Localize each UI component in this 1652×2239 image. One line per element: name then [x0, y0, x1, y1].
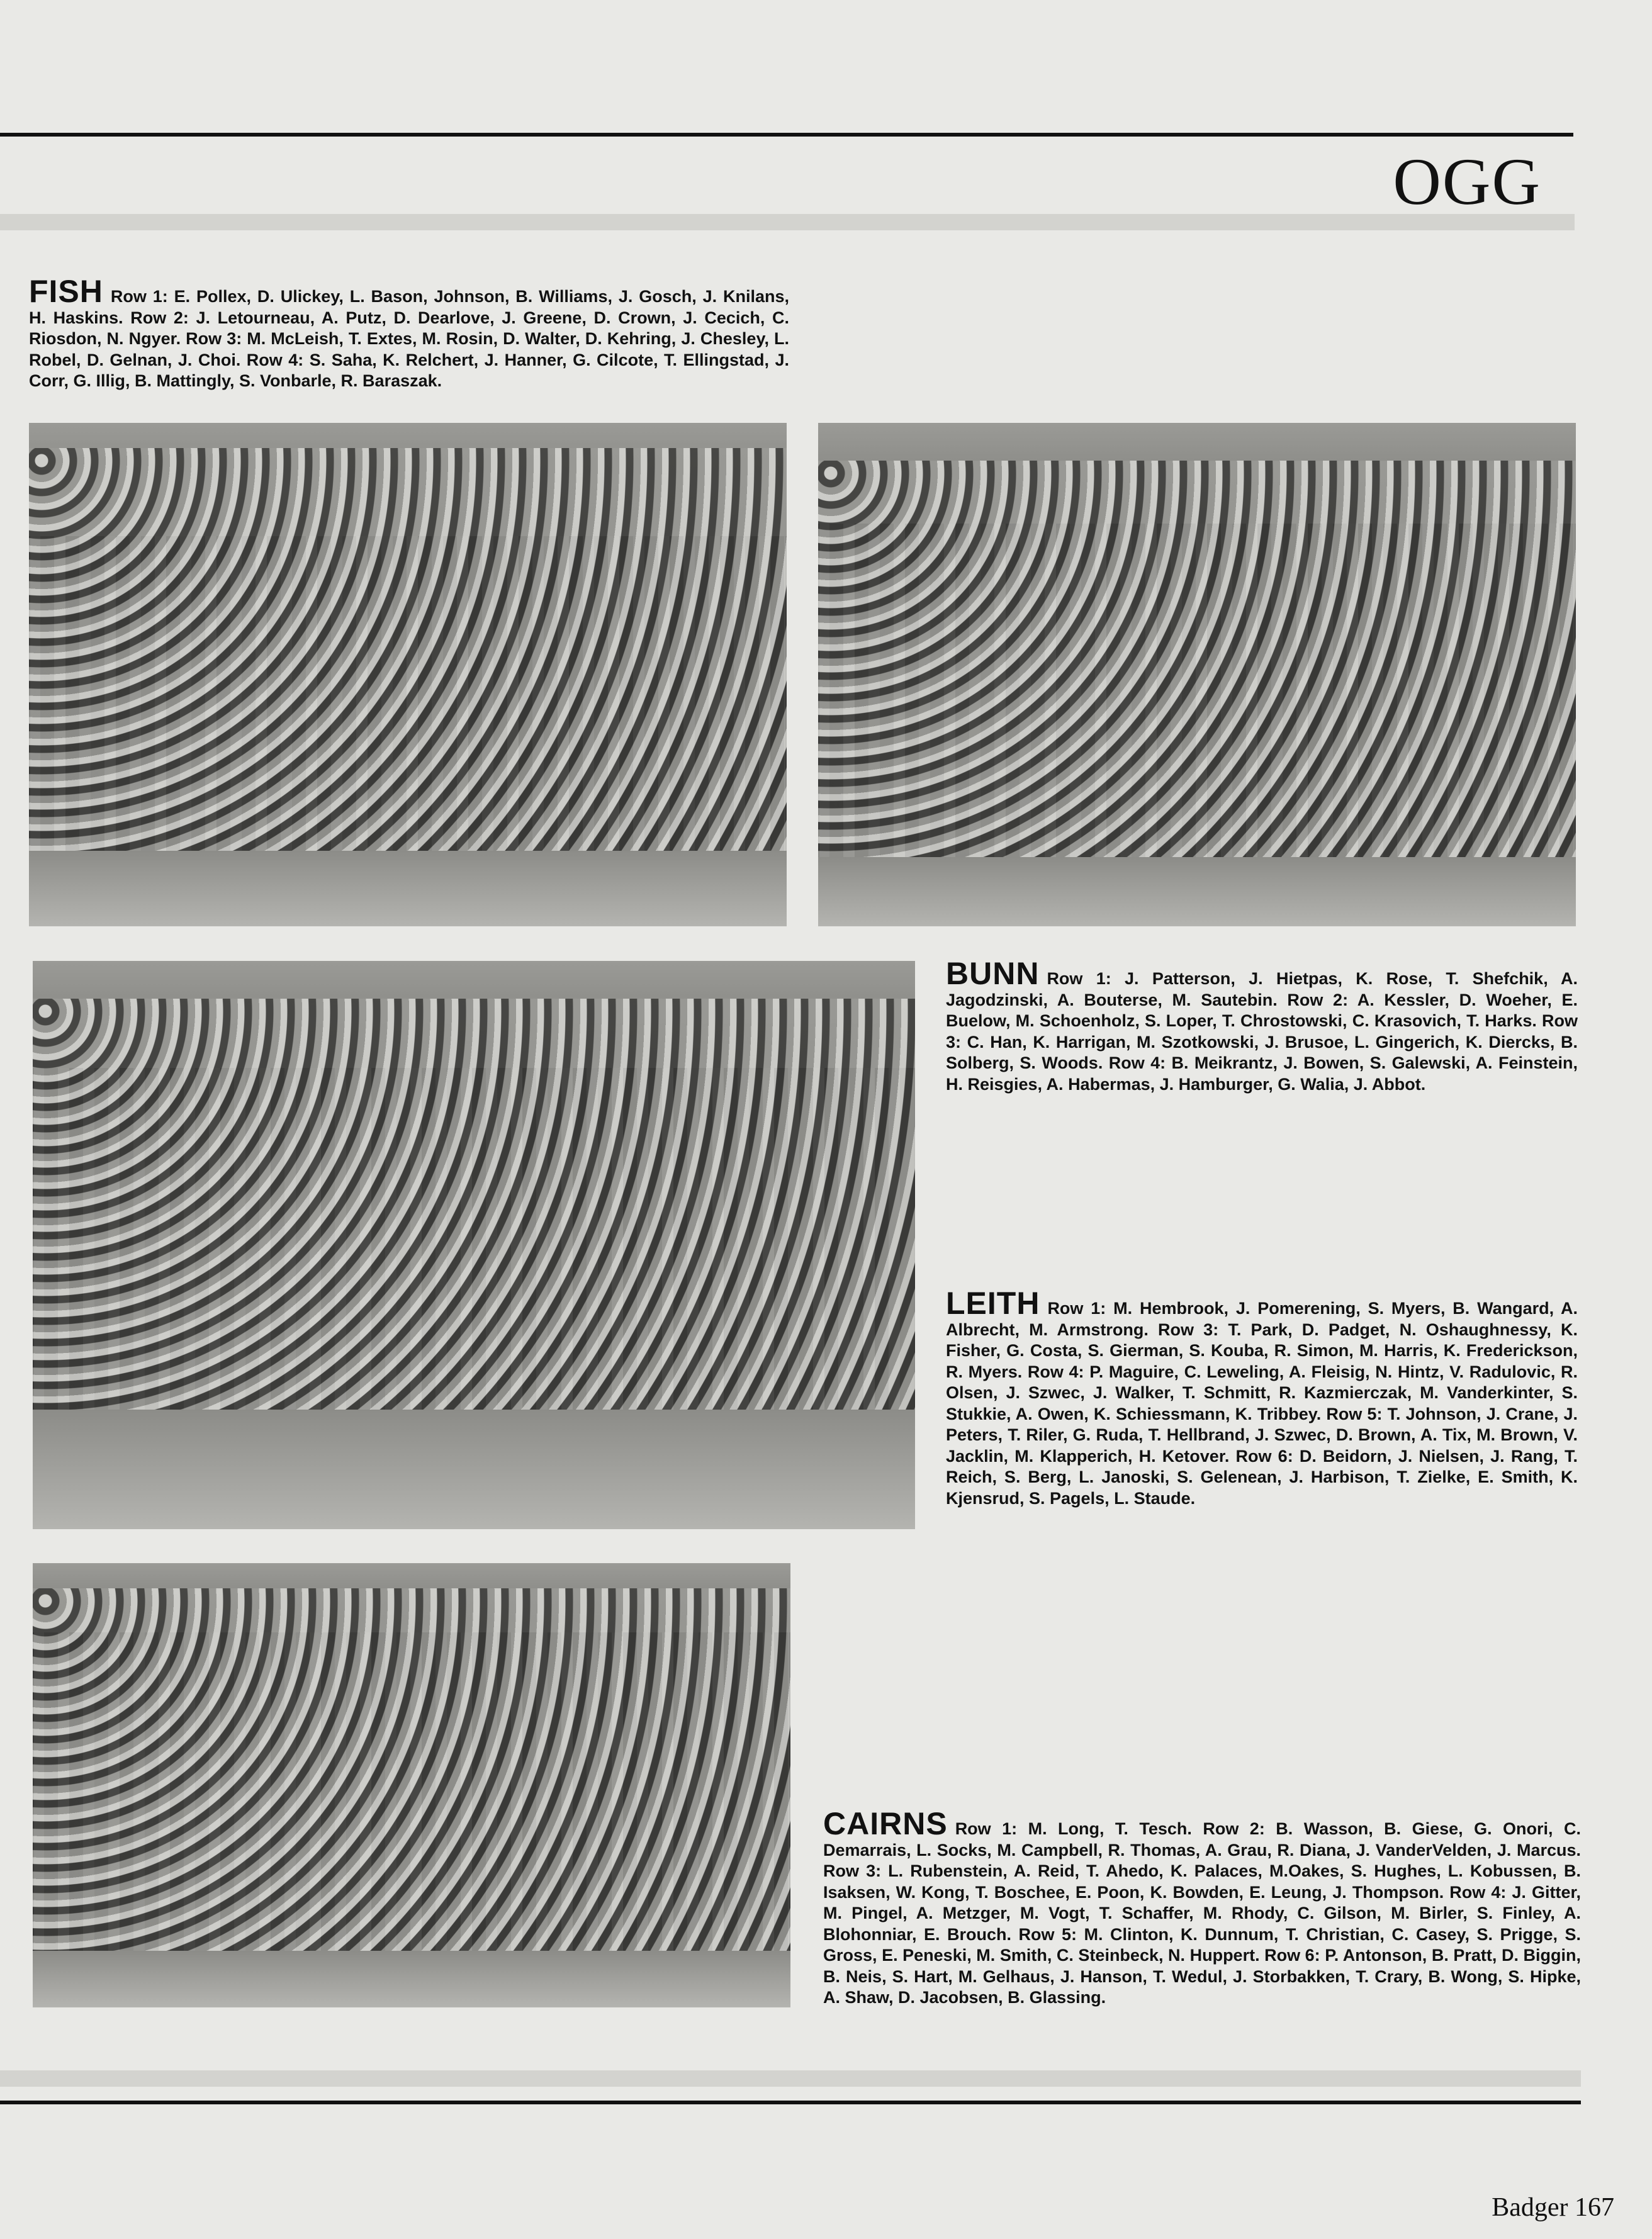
footer-band [0, 2070, 1581, 2087]
cairns-photo [33, 1563, 790, 2007]
fish-roster: Row 1: E. Pollex, D. Ulickey, L. Bason, Johnson, B. Williams, J. Gosch, J. Knilans, H. Haskins. Row 2: J. Letourneau, A. Putz, D. Dearlove, J. Greene, D. Crown, J. Cecich, C. Riosdon, N. Ngyer. Row 3: M. McLeish, T. Extes, M. Rosin, D. Walter, D. Kehring, J. Chesley, L. Robel, D. Gelnan, J. Choi. Row 4: S. Saha, K. Relchert, J. Hanner, G. Cilcote, T. Ellingstad, J. Corr, G. Illig, B. Mattingly, S. Vonbarle, R. Baraszak. [29, 287, 789, 390]
cairns-roster: Row 1: M. Long, T. Tesch. Row 2: B. Wasson, B. Giese, G. Onori, C. Demarrais, L. Socks, M. Campbell, R. Thomas, A. Grau, R. Diana, J. VanderVelden, J. Marcus. Row 3: L. Rubenstein, A. Reid, T. Ahedo, K. Palaces, M.Oakes, S. Hughes, L. Kobussen, B. Isaksen, W. Kong, T. Boschee, E. Poon, K. Bowden, E. Leung, J. Thompson. Row 4: J. Gitter, M. Pingel, A. Metzger, M. Vogt, T. Schaffer, M. Rhody, C. Gilson, M. Birler, S. Finley, A. Blohonniar, E. Brouch. Row 5: M. Clinton, K. Dunnum, T. Christian, C. Casey, S. Prigge, S. Gross, E. Peneski, M. Smith, C. Steinbeck, N. Huppert. Row 6: P. Antonson, B. Pratt, D. Biggin, B. Neis, S. Hart, M. Gelhaus, J. Hanson, T. Wedul, J. Storbakken, T. Crary, B. Wong, S. Hipke, A. Shaw, D. Jacobsen, B. Glassing. [823, 1819, 1581, 2007]
bunn-name: BUNN [946, 956, 1040, 991]
leith-name: LEITH [946, 1286, 1040, 1321]
fish-photo-right [818, 423, 1576, 926]
cairns-caption [823, 1806, 1581, 2009]
fish-name: FISH [29, 274, 103, 309]
cairns-name: CAIRNS [823, 1806, 948, 1841]
bunn-roster: Row 1: J. Patterson, J. Hietpas, K. Rose, T. Shefchik, A. Jagodzinski, A. Bouterse, M. Sautebin. Row 2: A. Kessler, D. Woeher, E. Buelow, M. Schoenholz, S. Loper, T. Chrostowski, C. Krasovich, T. Harks. Row 3: C. Han, K. Harrigan, M. Szotkowski, J. Brusoe, L. Gingerich, K. Diercks, B. Solberg, S. Woods. Row 4: B. Meikrantz, J. Bowen, S. Galewski, A. Feinstein, H. Reisgies, A. Habermas, J. Hamburger, G. Walia, J. Abbot. [946, 969, 1578, 1094]
fish-photo-left [29, 423, 787, 926]
leith-roster: Row 1: M. Hembrook, J. Pomerening, S. Myers, B. Wangard, A. Albrecht, M. Armstrong. Row 3: T. Park, D. Padget, N. Oshaughnessy, K. Fisher, G. Costa, S. Gierman, S. Kouba, R. Simon, M. Harris, K. Frederickson, R. Myers. Row 4: P. Maguire, C. Leweling, A. Fleisig, N. Hintz, V. Radulovic, R. Olsen, J. Szwec, J. Walker, T. Schmitt, R. Kazmierczak, M. Vanderkinter, S. Stukkie, A. Owen, K. Schiessmann, K. Tribbey. Row 5: T. Johnson, J. Crane, J. Peters, T. Riler, G. Ruda, T. Hellbrand, J. Szwec, D. Brown, A. Tix, M. Brown, V. Jacklin, M. Klapperich, H. Ketover. Row 6: D. Beidorn, J. Nielsen, J. Rang, T. Reich, S. Berg, L. Janoski, S. Gelenean, J. Harbison, T. Zielke, E. Smith, K. Kjensrud, S. Pagels, L. Staude. [946, 1299, 1578, 1508]
bottom-rule [0, 2101, 1581, 2104]
header-band [0, 214, 1575, 230]
leith-caption [946, 1286, 1578, 1509]
page-footer: Badger 167 [1492, 2193, 1614, 2222]
fish-caption [29, 274, 789, 392]
bunn-photo [33, 961, 915, 1529]
bunn-caption [946, 956, 1578, 1095]
top-rule [0, 133, 1573, 137]
page-title: OGG [1393, 145, 1541, 218]
